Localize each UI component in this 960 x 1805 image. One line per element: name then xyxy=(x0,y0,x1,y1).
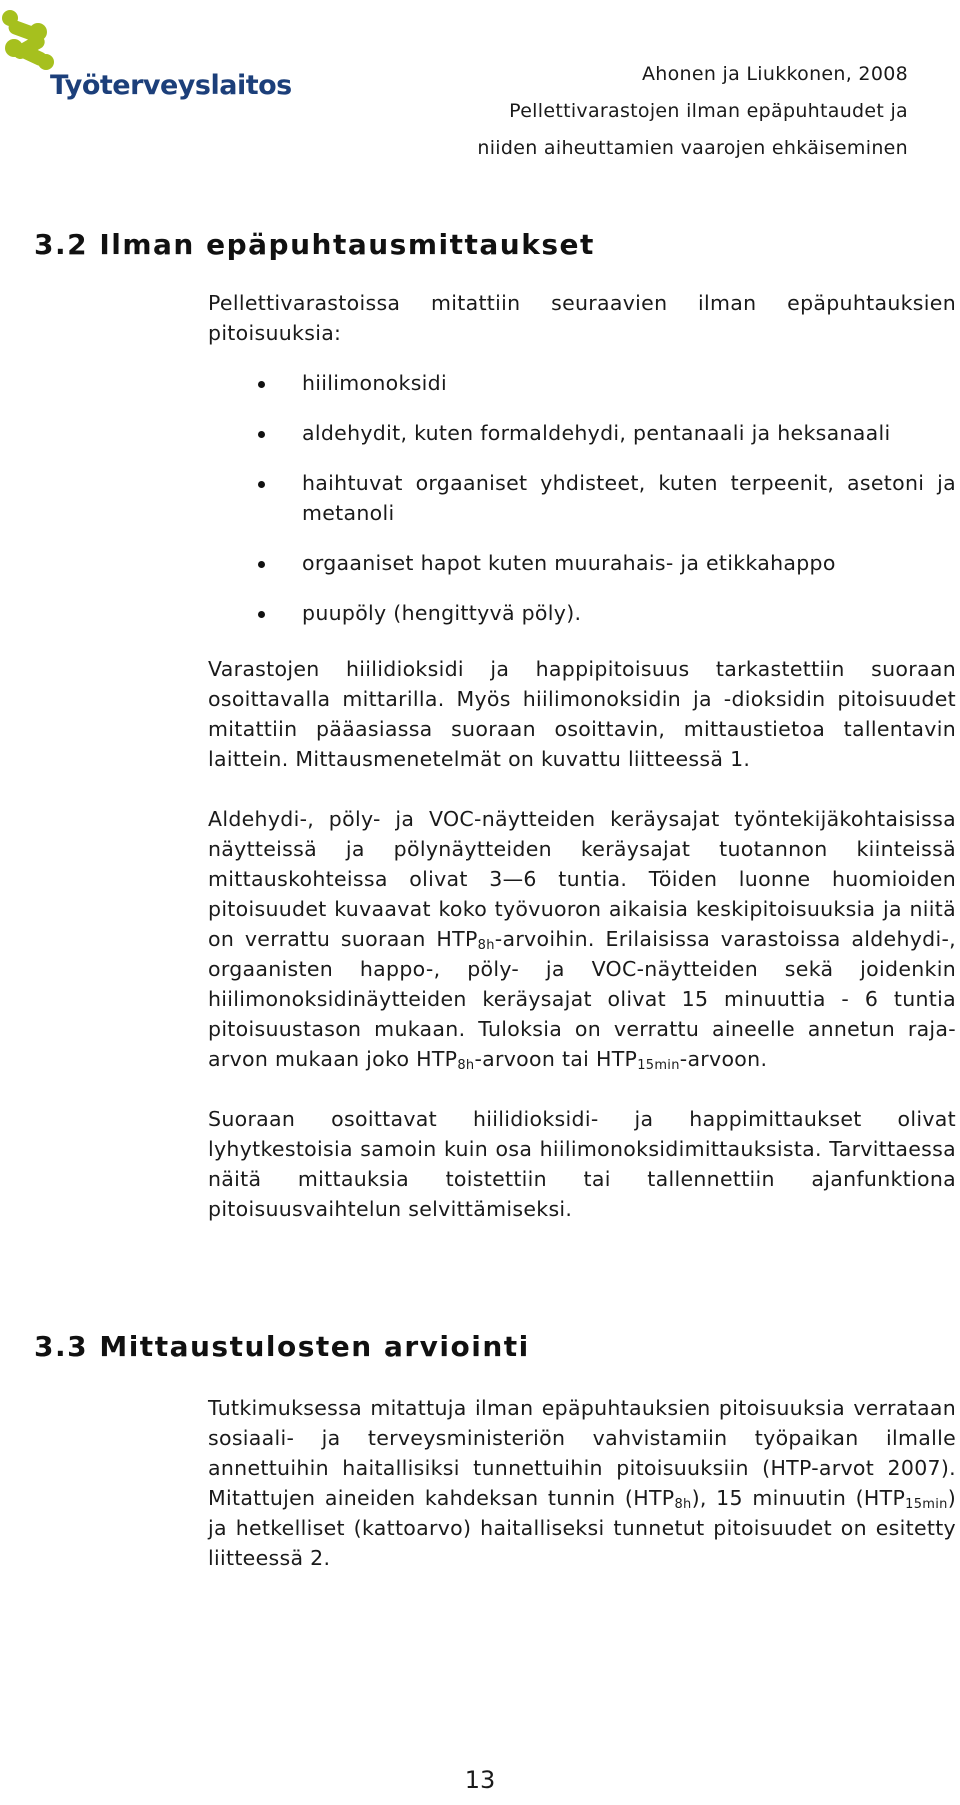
section-3-2-body xyxy=(208,288,956,1224)
list-item xyxy=(208,418,956,448)
list-item xyxy=(208,368,956,398)
section-3-3-body xyxy=(208,1393,956,1573)
list-item-text: haihtuvat orgaaniset yhdisteet, kuten terpeenit, asetoni ja metanoli xyxy=(302,471,956,525)
list-item xyxy=(208,468,956,528)
bullet-list xyxy=(208,368,956,628)
section-heading-3-3: 3.3 Mittaustulosten arviointi xyxy=(34,1330,530,1363)
logo-text: Työterveyslaitos xyxy=(50,70,292,101)
intro-paragraph: Pellettivarastoissa mitattiin seuraavien ilman epäpuhtauksien pitoisuuksia: xyxy=(208,291,956,345)
paragraph-measurement-devices: Varastojen hiilidioksidi ja happipitoisuus tarkastettiin suoraan osoittavalla mittarilla. Myös hiilimonoksidin ja -dioksidin pitoisuudet mitattiin pääasiassa suoraan osoittavin, mittaustietoa tallentavin laittein. Mittausmenetelmät on kuvattu liitteessä 1. xyxy=(208,657,956,771)
list-item-text: hiilimonoksidi xyxy=(302,371,447,395)
bullet-icon xyxy=(258,481,265,488)
bullet-icon xyxy=(258,381,265,388)
bullet-icon xyxy=(258,561,265,568)
header-title-line2: niiden aiheuttamien vaarojen ehkäiseminen xyxy=(477,137,908,159)
list-item-text: aldehydit, kuten formaldehydi, pentanaali ja heksanaali xyxy=(302,421,891,445)
list-item-text: puupöly (hengittyvä pöly). xyxy=(302,601,582,625)
paragraph-short-measurements: Suoraan osoittavat hiilidioksidi- ja happimittaukset olivat lyhytkestoisia samoin kuin osa hiilimonoksidimittauksista. Tarvittaessa näitä mittauksia toistettiin tai tallennettiin ajanfunktiona pitoisuusvaihtelun selvittämiseksi. xyxy=(208,1107,956,1221)
bullet-icon xyxy=(258,611,265,618)
list-item-text: orgaaniset hapot kuten muurahais- ja etikkahappo xyxy=(302,551,836,575)
bullet-icon xyxy=(258,431,265,438)
running-header xyxy=(477,56,908,167)
header-authors: Ahonen ja Liukkonen, 2008 xyxy=(641,63,908,85)
header-title-line1: Pellettivarastojen ilman epäpuhtaudet ja xyxy=(509,100,908,122)
paragraph-sampling-times: Aldehydi-, pöly- ja VOC-näytteiden keräysajat työntekijäkohtaisissa näytteissä ja pölynäytteiden keräysajat tuotannon kiinteissä mittauskohteissa olivat 3—6 tuntia. Töiden luonne huomioiden pitoisuudet kuvaavat koko työvuoron aikaisia keskipitoisuuksia ja niitä on verrattu suoraan $HTP_{8h}$-arvoihin. Erilaisissa varastoissa aldehydi-, orgaanisten happo-, pöly- ja VOC-näytteiden sekä joidenkin hiilimonoksidinäytteiden keräysajat olivat 15 minuuttia - 6 tuntia pitoisuustason mukaan. Tuloksia on verrattu aineelle annetun raja-arvon mukaan joko $HTP_{8h}$-arvoon tai $HTP_{15min}$-arvoon. xyxy=(208,807,957,1073)
section-heading-3-2: 3.2 Ilman epäpuhtausmittaukset xyxy=(34,228,595,261)
paragraph-htp-comparison: Tutkimuksessa mitattuja ilman epäpuhtauksien pitoisuuksia verrataan sosiaali- ja terveysministeriön vahvistamiin työpaikan ilmalle annettuihin haitallisiksi tunnettuihin pitoisuuksiin (HTP-arvot 2007). Mitattujen aineiden kahdeksan tunnin $(HTP_{8h})$, 15 minuutin $(HTP_{15min})$ ja hetkelliset (kattoarvo) haitalliseksi tunnetut pitoisuudet on esitetty liitteessä 2. xyxy=(208,1396,957,1570)
list-item xyxy=(208,548,956,578)
list-item xyxy=(208,598,956,628)
logo xyxy=(0,10,292,101)
page-number: 13 xyxy=(464,1766,496,1794)
